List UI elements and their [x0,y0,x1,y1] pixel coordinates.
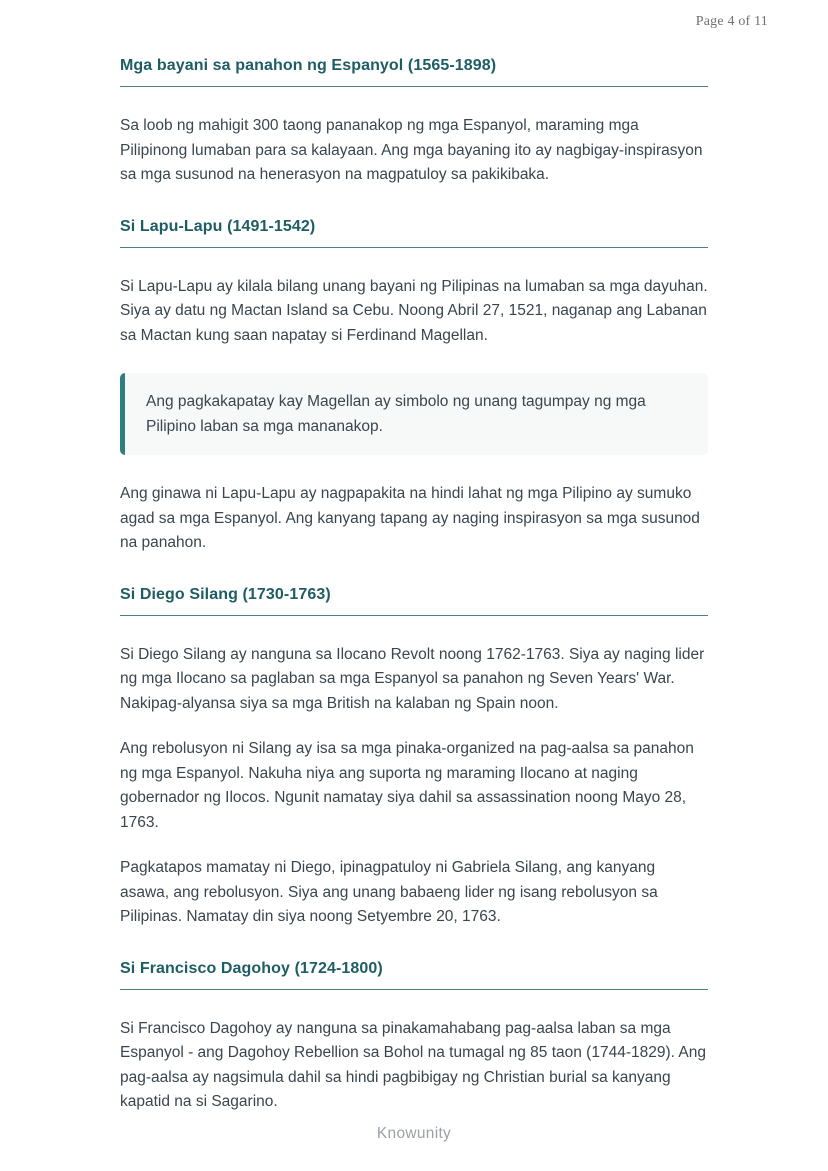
paragraph: Ang rebolusyon ni Silang ay isa sa mga pinaka-organized na pag-aalsa sa panahon ng mga Espanyol. Nakuha niya ang suporta ng maraming Ilocano at naging gobernador ng Ilocos. Ngunit namatay siya dahil sa assassination noong Mayo 28, 1763. [120,740,694,831]
paragraph: Si Diego Silang ay nanguna sa Ilocano Revolt noong 1762-1763. Siya ay naging lider ng mga Ilocano sa paglaban sa mga Espanyol sa panahon ng Seven Years' War. Nakipag-alyansa siya sa mga British na kalaban ng Spain noon. [120,645,705,712]
paragraph: Pagkatapos mamatay ni Diego, ipinagpatuloy ni Gabriela Silang, ang kanyang asawa, ang rebolusyon. Siya ang unang babaeng lider ng isang rebolusyon sa Pilipinas. Namatay din siya noong Setyembre 20, 1763. [120,859,658,925]
document-content [120,0,708,1115]
callout-text: Ang pagkakapatay kay Magellan ay simbolo ng unang tagumpay ng mga Pilipino laban sa mga mananakop. [146,393,646,435]
paragraph: Si Francisco Dagohoy ay nanguna sa pinakamahabang pag-aalsa laban sa mga Espanyol - ang Dagohoy Rebellion sa Bohol na tumagal ng 85 taon (1744-1829). Ang pag-aalsa ay nagsimula dahil sa hindi pagbibigay ng Christian burial sa kanyang kapatid na si Sagarino. [120,1019,706,1110]
section-heading-francisco-dagohoy: Si Francisco Dagohoy (1724-1800) [120,959,708,990]
highlight-callout [120,373,708,455]
section-heading-diego-silang: Si Diego Silang (1730-1763) [120,585,708,616]
paragraph: Si Lapu-Lapu ay kilala bilang unang bayani ng Pilipinas na lumaban sa mga dayuhan. Siya ay datu ng Mactan Island sa Cebu. Noong Abril 27, 1521, naganap ang Labanan sa Mactan kung saan napatay si Ferdinand Magellan. [120,277,708,344]
brand-footer: Knowunity [376,1125,452,1142]
section-heading-lapu-lapu: Si Lapu-Lapu (1491-1542) [120,217,708,248]
paragraph: Ang ginawa ni Lapu-Lapu ay nagpapakita na hindi lahat ng mga Pilipino ay sumuko agad sa mga Espanyol. Ang kanyang tapang ay naging inspirasyon sa mga susunod na panahon. [120,485,700,551]
intro-paragraph: Sa loob ng mahigit 300 taong pananakop ng mga Espanyol, maraming mga Pilipinong lumaban para sa kalayaan. Ang mga bayaning ito ay nagbigay-inspirasyon sa mga susunod na henerasyon na magpatuloy sa pakikibaka. [120,117,703,183]
document-title: Mga bayani sa panahon ng Espanyol (1565-1898) [120,56,708,87]
page-number-indicator: Page 4 of 11 [695,14,768,29]
